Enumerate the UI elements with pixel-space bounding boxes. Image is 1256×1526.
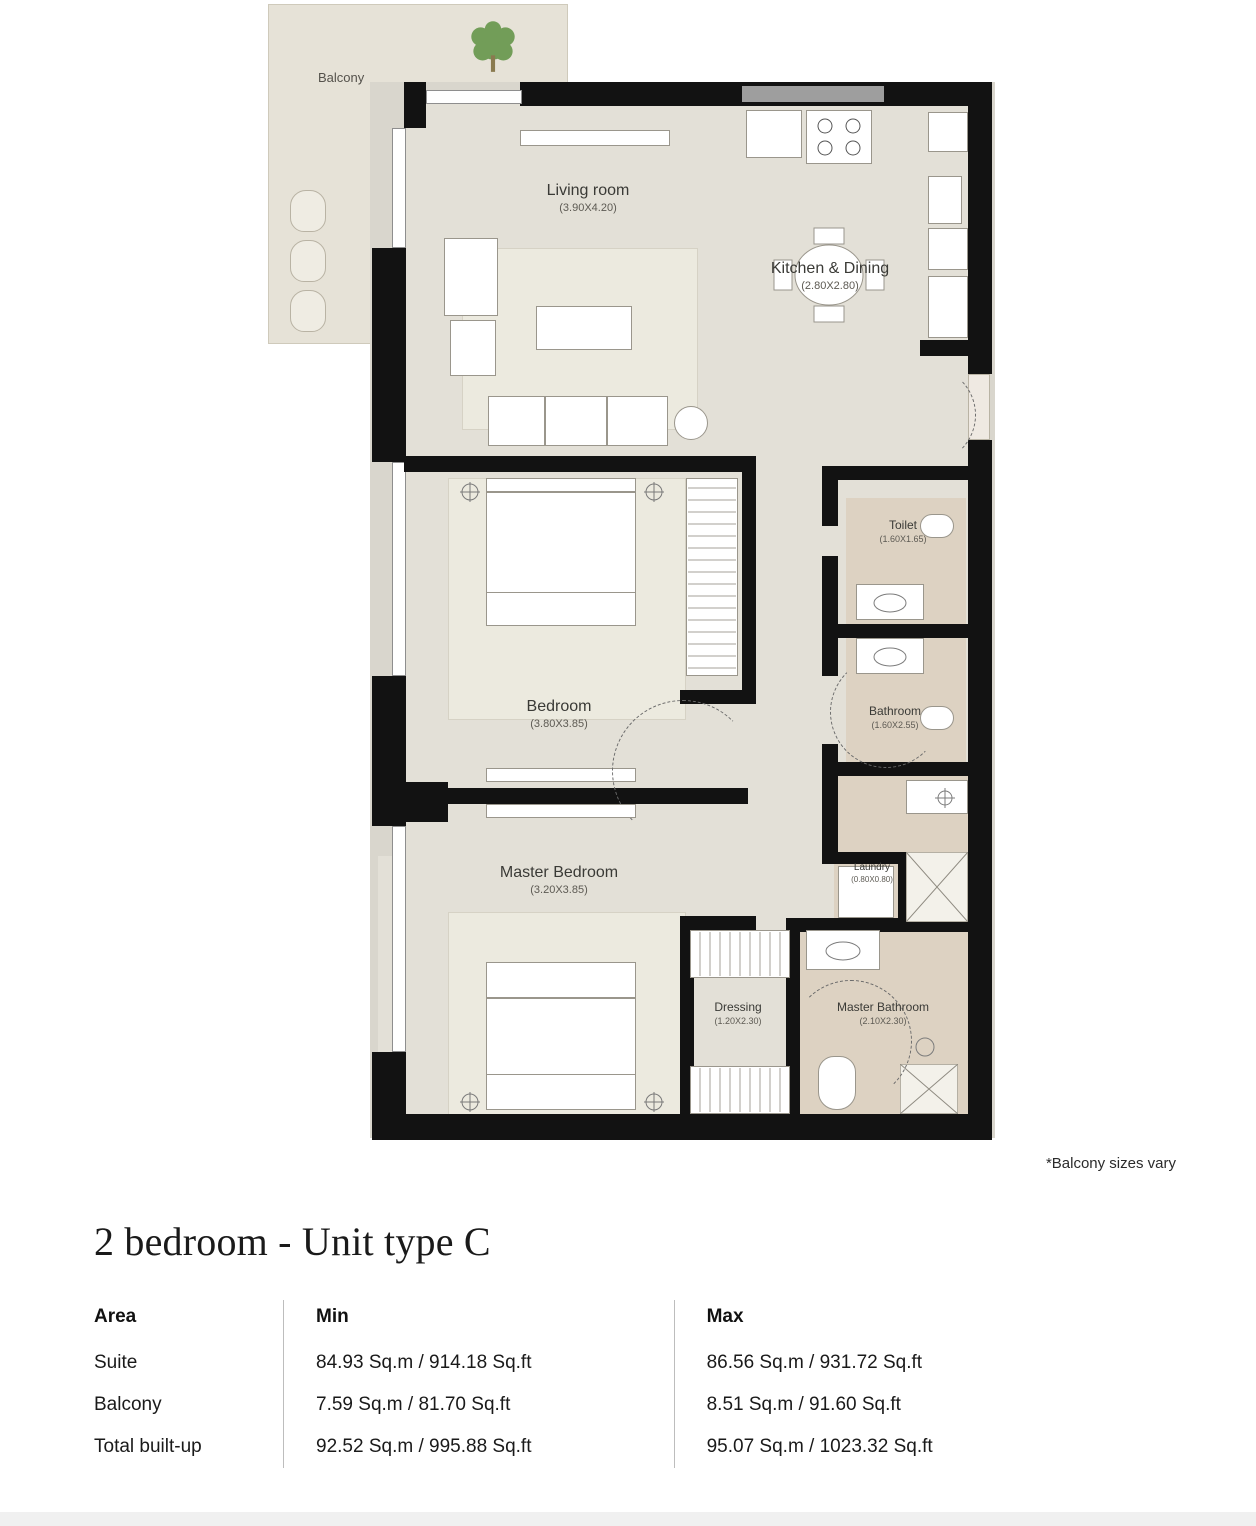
room-label-bathroom: Bathroom (1.60X2.55) (868, 704, 922, 730)
wall-left-spur (372, 782, 448, 822)
master-dresser (486, 804, 636, 818)
row-total-label: Total built-up (94, 1436, 202, 1457)
wall-left-upper (372, 248, 406, 462)
kitchen-corner-unit (928, 112, 968, 152)
coffee-table (536, 306, 632, 350)
shaft-2-cross-icon (900, 1064, 958, 1114)
wall-core-2 (822, 556, 838, 676)
master-bath-sink-icon (814, 938, 872, 964)
wall-living-bedroom (404, 456, 748, 472)
shower-icon (930, 788, 960, 808)
room-label-kitchen-dining: Kitchen & Dining (2.80X2.80) (770, 260, 890, 292)
master-bath-shower-icon (912, 1032, 938, 1062)
armchair-1 (444, 238, 498, 316)
plant-icon (462, 14, 524, 76)
table-row (94, 1384, 1104, 1426)
room-label-living-room: Living room (3.90X4.20) (546, 182, 630, 214)
toilet-sink-icon (862, 590, 918, 616)
balcony-planter-2 (290, 240, 326, 282)
window-top (742, 86, 884, 102)
room-label-master-bedroom: Master Bedroom (3.20X3.85) (499, 864, 619, 896)
kitchen-fridge (928, 276, 968, 338)
page-title: 2 bedroom - Unit type C (94, 1219, 491, 1264)
sofa-divider-1 (544, 396, 546, 446)
master-bath-door-swing (790, 980, 912, 1102)
row-suite-min: 84.93 Sq.m / 914.18 Sq.ft (284, 1342, 675, 1384)
wall-core-top (822, 466, 968, 480)
wall-bottom (372, 1114, 692, 1140)
bedroom-lamp-left-icon (460, 482, 480, 502)
window-left-3 (392, 826, 406, 1052)
balcony-planter-1 (290, 190, 326, 232)
sofa-divider-2 (606, 396, 608, 446)
wall-toilet-bath (838, 624, 968, 638)
wall-column-top (884, 84, 906, 106)
wall-top-left-stub (404, 82, 426, 128)
room-label-laundry: Laundry (0.80X0.80) (851, 862, 893, 884)
dressing-closet-bottom-hatch-icon (692, 1068, 788, 1112)
balcony-size-note: *Balcony sizes vary (1045, 1155, 1176, 1172)
wall-bedroom-right (742, 456, 756, 704)
room-label-toilet: Toilet (1.60X1.65) (879, 518, 927, 544)
wall-right-lower (968, 440, 992, 1140)
tv-console (520, 130, 670, 146)
row-balcony-min: 7.59 Sq.m / 81.70 Sq.ft (284, 1384, 675, 1426)
row-balcony-max: 8.51 Sq.m / 91.60 Sq.ft (674, 1384, 1104, 1426)
sofa (488, 396, 668, 446)
row-total-max: 95.07 Sq.m / 1023.32 Sq.ft (674, 1426, 1104, 1468)
header-area: Area (94, 1306, 137, 1327)
kitchen-oven (928, 176, 962, 224)
master-lamp-left-icon (460, 1092, 480, 1112)
row-balcony-label: Balcony (94, 1394, 162, 1415)
wall-right-upper (968, 106, 992, 374)
row-suite-max: 86.56 Sq.m / 931.72 Sq.ft (674, 1342, 1104, 1384)
window-left-1 (392, 128, 406, 248)
wardrobe-hatch-icon (688, 480, 736, 674)
area-specs-table (94, 1300, 1104, 1468)
master-bed-throw (486, 1074, 636, 1110)
wall-kitchen-bottom (920, 340, 992, 356)
master-headboard (486, 962, 636, 998)
hob-icon (808, 112, 870, 162)
row-suite-label: Suite (94, 1352, 138, 1373)
bedroom-headboard (486, 478, 636, 492)
wall-bottom-right (690, 1114, 992, 1140)
balcony-label: Balcony (318, 70, 365, 85)
bedroom-bed-throw (486, 592, 636, 626)
balcony-planter-3 (290, 290, 326, 332)
kitchen-sink (928, 228, 968, 270)
table-header-row (94, 1300, 1104, 1342)
dressing-closet-top-hatch-icon (692, 932, 788, 976)
room-label-dressing: Dressing (1.20X2.30) (714, 1000, 762, 1026)
armchair-2 (450, 320, 496, 376)
header-min: Min (284, 1300, 675, 1342)
side-table (674, 406, 708, 440)
window-living-top (426, 90, 522, 104)
wall-core-3 (822, 744, 838, 860)
table-row (94, 1426, 1104, 1468)
room-label-bedroom: Bedroom (3.80X3.85) (526, 698, 592, 730)
kitchen-counter-1 (746, 110, 802, 158)
header-max: Max (674, 1300, 1104, 1342)
master-lamp-right-icon (644, 1092, 664, 1112)
table-row (94, 1342, 1104, 1384)
bedroom-lamp-right-icon (644, 482, 664, 502)
bottom-bar (0, 1512, 1256, 1526)
room-label-master-bathroom: Master Bathroom (2.10X2.30) (836, 1000, 930, 1026)
row-total-min: 92.52 Sq.m / 995.88 Sq.ft (284, 1426, 675, 1468)
entry-door-swing (878, 366, 976, 464)
window-left-2 (392, 462, 406, 676)
